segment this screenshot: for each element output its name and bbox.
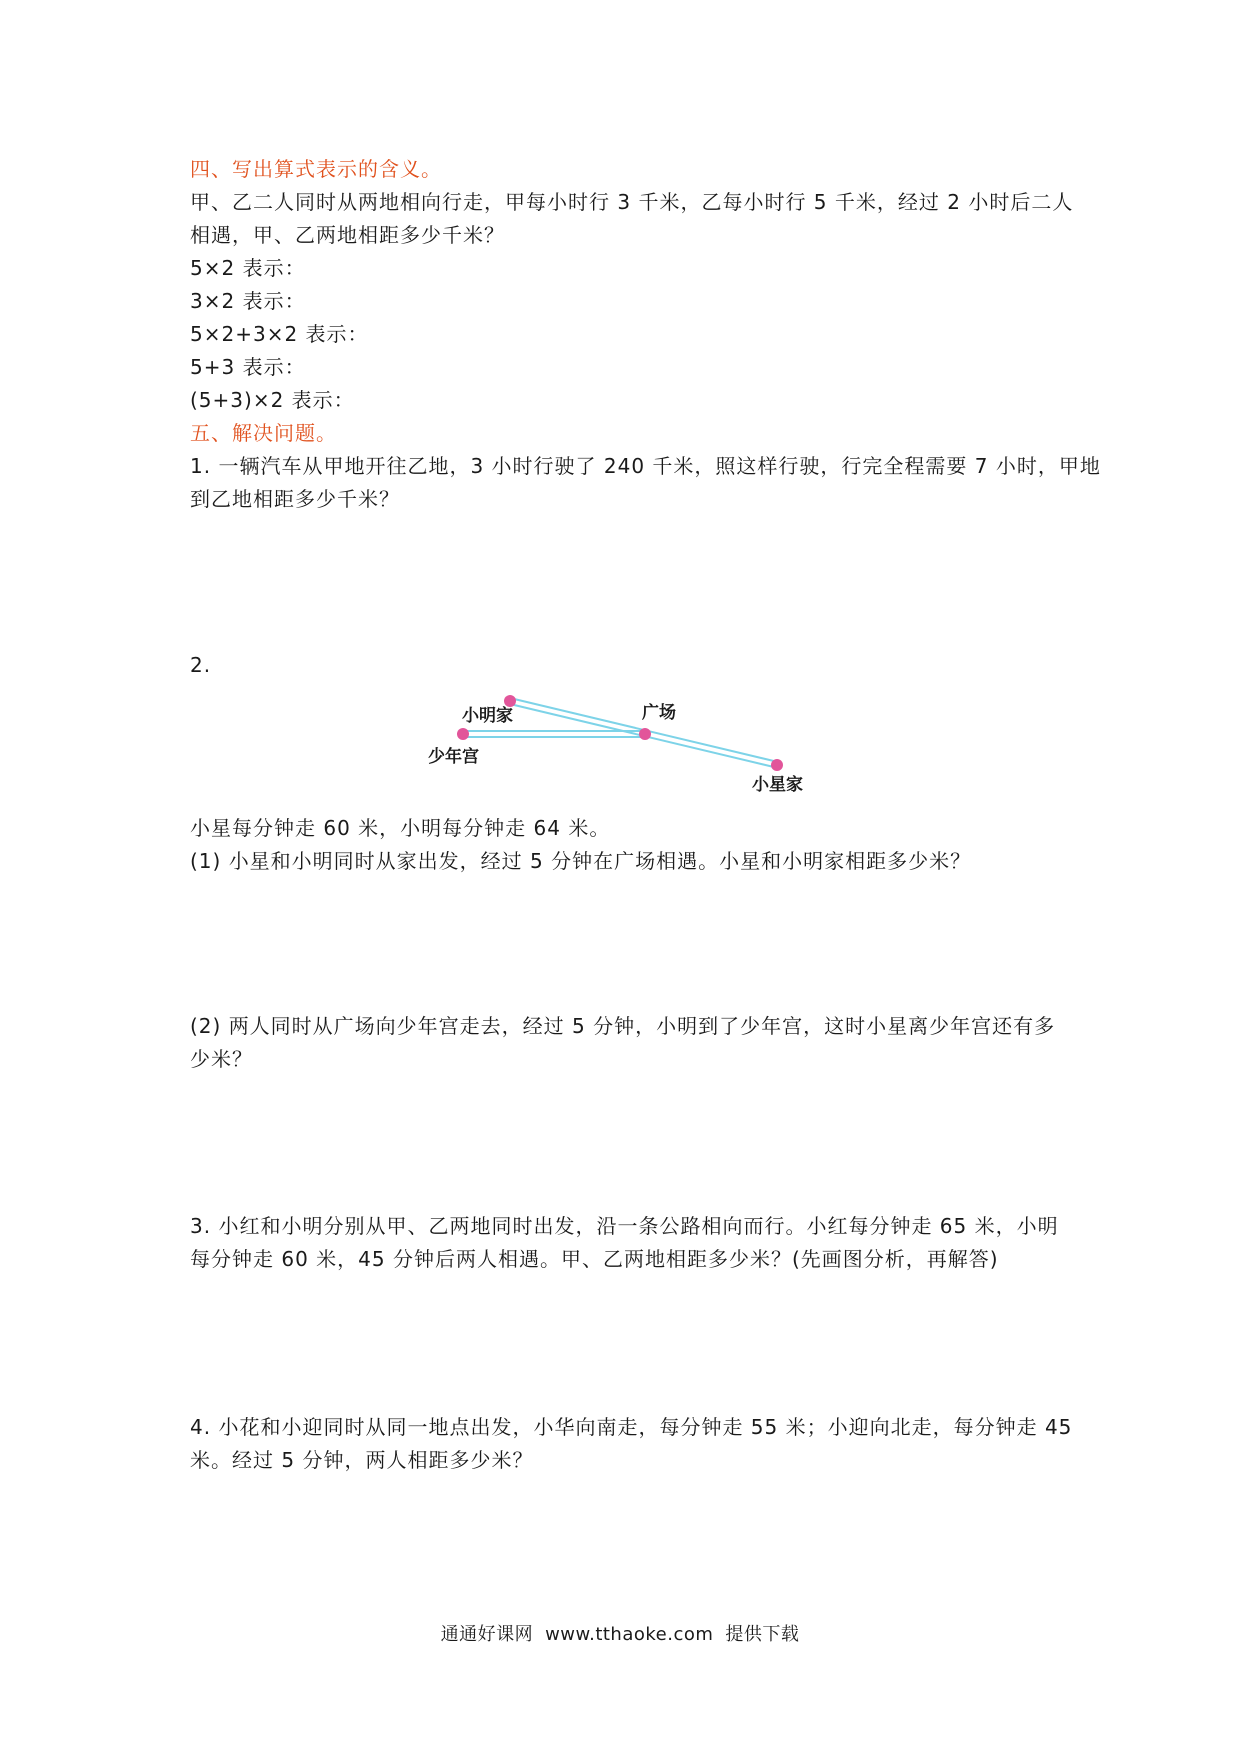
question-2-part-2-line-2: 少米？: [190, 1047, 253, 1071]
question-1-line-1: 1. 一辆汽车从甲地开往乙地，3 小时行驶了 240 千米，照这样行驶，行完全程需要 7 小时，甲地: [190, 454, 1101, 478]
footer-site-name: 通通好课网: [440, 1624, 534, 1645]
square-point: [639, 728, 651, 740]
section-5-heading: 五、解决问题。: [190, 421, 337, 445]
expression-item: (5+3)×2 表示：: [190, 388, 355, 412]
square-label: 广场: [642, 703, 676, 723]
question-3-line-2: 每分钟走 60 米，45 分钟后两人相遇。甲、乙两地相距多少米？(先画图分析，再解答): [190, 1247, 999, 1271]
section-4-problem-line-1: 甲、乙二人同时从两地相向行走，甲每小时行 3 千米，乙每小时行 5 千米，经过 2 小时后二人: [190, 190, 1074, 214]
footer-url[interactable]: www.tthaoke.com: [545, 1624, 714, 1645]
page-footer: [0, 1622, 1240, 1648]
question-2-part-1: (1) 小星和小明同时从家出发，经过 5 分钟在广场相遇。小星和小明家相距多少米？: [190, 849, 972, 873]
xiaoming-home-label: 小明家: [462, 706, 513, 726]
question-2-part-2-line-1: (2) 两人同时从广场向少年宫走去，经过 5 分钟，小明到了少年宫，这时小星离少年宫还有多: [190, 1014, 1056, 1038]
question-4-line-1: 4. 小花和小迎同时从同一地点出发，小华向南走，每分钟走 55 米；小迎向北走，每分钟走 45: [190, 1415, 1073, 1439]
section-4-heading: 四、写出算式表示的含义。: [190, 157, 442, 181]
question-4-line-2: 米。经过 5 分钟，两人相距多少米？: [190, 1448, 534, 1472]
expression-item: 5×2+3×2 表示：: [190, 322, 369, 346]
question-2-number: 2.: [190, 653, 212, 677]
xiaoxing-home-label: 小星家: [752, 775, 803, 795]
route-diagram: [420, 680, 820, 810]
youth-palace-label: 少年宫: [428, 747, 479, 767]
expression-item: 5×2 表示：: [190, 256, 306, 280]
expression-item: 5+3 表示：: [190, 355, 306, 379]
footer-suffix: 提供下载: [725, 1624, 800, 1645]
question-2-intro: 小星每分钟走 60 米，小明每分钟走 64 米。: [190, 816, 611, 840]
question-3-line-1: 3. 小红和小明分别从甲、乙两地同时出发，沿一条公路相向而行。小红每分钟走 65 米，小明: [190, 1214, 1059, 1238]
youth-palace-point: [457, 728, 469, 740]
question-1-line-2: 到乙地相距多少千米？: [190, 487, 400, 511]
section-4-problem-line-2: 相遇，甲、乙两地相距多少千米？: [190, 223, 505, 247]
expression-item: 3×2 表示：: [190, 289, 306, 313]
xiaoxing-home-point: [771, 759, 783, 771]
